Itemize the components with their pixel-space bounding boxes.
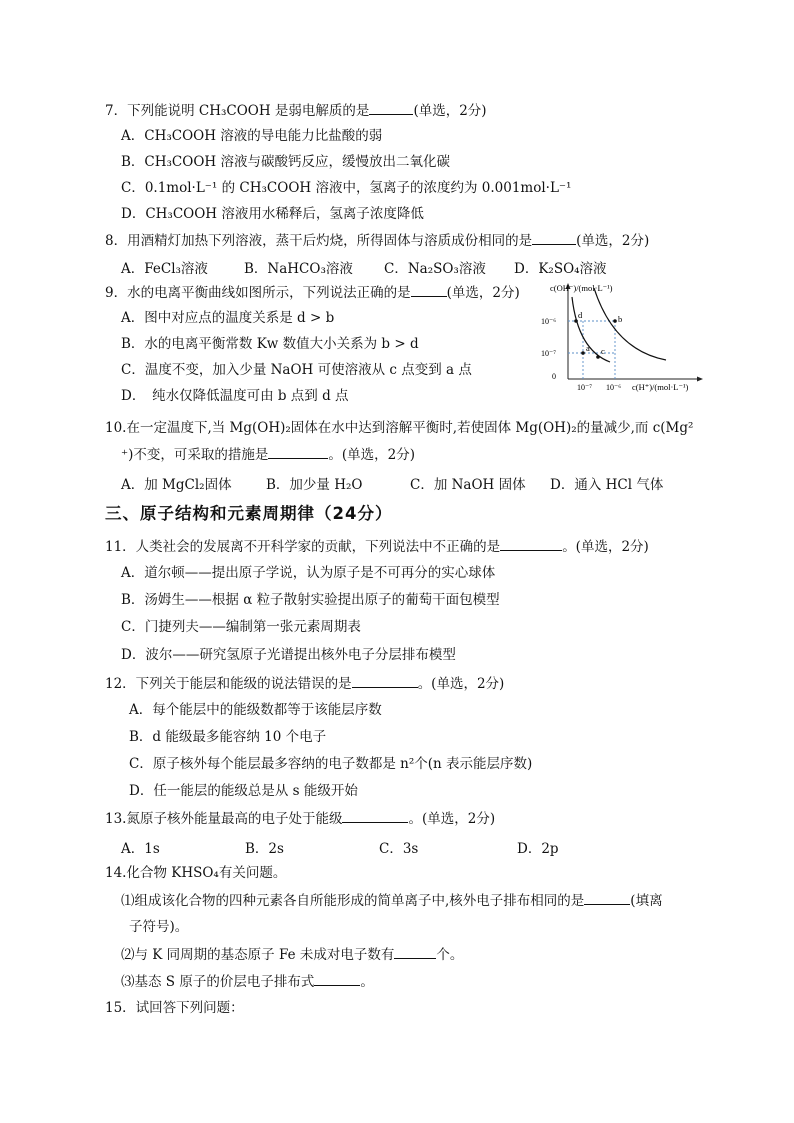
q12-option-d: D．任一能层的能级总是从 s 能级开始 xyxy=(129,783,358,799)
q8-option-b: B．NaHCO₃溶液 xyxy=(244,261,353,277)
q8-answer-blank[interactable] xyxy=(532,231,576,245)
q8-option-d: D．K₂SO₄溶液 xyxy=(514,261,607,277)
q12-answer-blank[interactable] xyxy=(352,674,418,688)
graph-origin-label: 0 xyxy=(552,372,556,381)
q10-stem-line2: ⁺)不变，可采取的措施是 。(单选，2分) xyxy=(121,447,416,463)
q11-option-a: A．道尔顿——提出原子学说，认为原子是不可再分的实心球体 xyxy=(121,565,496,581)
q11-option-d: D．波尔——研究氢原子光谱提出核外电子分层排布模型 xyxy=(121,647,456,663)
q14-stem: 14.化合物 KHSO₄有关问题。 xyxy=(105,865,287,881)
q8-option-c: C．Na₂SO₃溶液 xyxy=(384,261,486,277)
q14-part2-answer-blank[interactable] xyxy=(394,945,436,959)
q13-option-d: D．2p xyxy=(517,841,559,857)
q8-stem: 8．用酒精灯加热下列溶液，蒸干后灼烧，所得固体与溶质成份相同的是 (单选，2分) xyxy=(105,233,650,249)
point-d-label: d xyxy=(578,310,583,320)
q13-answer-blank[interactable] xyxy=(342,809,408,823)
graph-y-tick-high: 10⁻⁶ xyxy=(541,317,557,326)
point-c-marker xyxy=(596,355,600,359)
q7-option-b: B．CH₃COOH 溶液与碳酸钙反应，缓慢放出二氧化碳 xyxy=(121,154,450,170)
q14-part2: ⑵与 K 同周期的基态原子 Fe 未成对电子数有 个。 xyxy=(121,947,464,963)
section-3-title: 三、原子结构和元素周期律（24分） xyxy=(105,504,393,523)
graph-y-label: c(OH⁻)/(mol·L⁻¹) xyxy=(550,283,613,293)
point-c-label: c xyxy=(601,346,605,356)
q9-answer-blank[interactable] xyxy=(411,283,447,297)
q10-option-a: A．加 MgCl₂固体 xyxy=(121,477,232,493)
q13-option-a: A．1s xyxy=(121,841,160,857)
q9-option-b: B．水的电离平衡常数 Kw 数值大小关系为 b > d xyxy=(121,336,419,352)
q9-option-d: D． 纯水仅降低温度可由 b 点到 d 点 xyxy=(121,388,349,404)
q15-stem: 15．试回答下列问题： xyxy=(105,1000,244,1016)
q7-option-c: C．0.1mol·L⁻¹ 的 CH₃COOH 溶液中，氢离子的浓度约为 0.001mol·L⁻¹ xyxy=(121,180,572,196)
q11-option-c: C．门捷列夫——编制第一张元素周期表 xyxy=(121,619,361,635)
q12-option-c: C．原子核外每个能层最多容纳的电子数都是 n²个(n 表示能层序数) xyxy=(129,756,533,772)
q7-option-a: A．CH₃COOH 溶液的导电能力比盐酸的弱 xyxy=(121,128,383,144)
q13-option-c: C．3s xyxy=(379,841,419,857)
water-ionization-graph xyxy=(538,278,710,400)
q13-option-b: B．2s xyxy=(245,841,284,857)
q7-stem: 7．下列能说明 CH₃COOH 是弱电解质的是 (单选，2分) xyxy=(105,103,487,119)
q14-part3-answer-blank[interactable] xyxy=(314,972,360,986)
q14-part1: ⑴组成该化合物的四种元素各自所能形成的简单离子中,核外电子排布相同的是 (填离 xyxy=(121,893,663,909)
point-a-marker xyxy=(581,351,585,355)
point-a-label: a xyxy=(586,343,590,353)
q14-part3: ⑶基态 S 原子的价层电子排布式 。 xyxy=(121,974,374,990)
q11-answer-blank[interactable] xyxy=(500,537,562,551)
graph-x-axis-arrow xyxy=(697,377,703,382)
q8-option-a: A．FeCl₃溶液 xyxy=(121,261,208,277)
graph-x-tick-low: 10⁻⁷ xyxy=(577,383,593,392)
q10-option-c: C．加 NaOH 固体 xyxy=(410,477,526,493)
q14-part1-answer-blank[interactable] xyxy=(584,891,630,905)
q9-option-c: C．温度不变，加入少量 NaOH 可使溶液从 c 点变到 a 点 xyxy=(121,362,472,378)
q10-option-b: B．加少量 H₂O xyxy=(266,477,363,493)
q10-stem-line1: 10.在一定温度下,当 Mg(OH)₂固体在水中达到溶解平衡时,若使固体 Mg(OH)₂的量减少,而 c(Mg² xyxy=(105,420,694,436)
q10-option-d: D．通入 HCl 气体 xyxy=(550,477,664,493)
q11-stem: 11．人类社会的发展离不开科学家的贡献，下列说法中不正确的是 。(单选，2分) xyxy=(105,539,649,555)
point-b-label: b xyxy=(618,314,623,324)
q12-stem: 12．下列关于能层和能级的说法错误的是 。(单选，2分) xyxy=(105,676,505,692)
q13-stem: 13.氮原子核外能量最高的电子处于能级 。(单选，2分) xyxy=(105,811,496,827)
q7-answer-blank[interactable] xyxy=(369,101,413,115)
graph-x-label: c(H⁺)/(mol·L⁻¹) xyxy=(632,382,689,392)
q9-option-a: A．图中对应点的温度关系是 d > b xyxy=(121,310,335,326)
q10-answer-blank[interactable] xyxy=(268,445,328,459)
graph-y-tick-low: 10⁻⁷ xyxy=(541,349,557,358)
q12-option-a: A．每个能层中的能级数都等于该能层序数 xyxy=(129,702,382,718)
q7-option-d: D．CH₃COOH 溶液用水稀释后，氢离子浓度降低 xyxy=(121,206,424,222)
q14-part1-cont: 子符号)。 xyxy=(129,919,189,935)
q11-option-b: B．汤姆生——根据 α 粒子散射实验提出原子的葡萄干面包模型 xyxy=(121,592,500,608)
isotherm-high-temp xyxy=(594,288,666,360)
point-b-marker xyxy=(613,319,617,323)
q12-option-b: B．d 能级最多能容纳 10 个电子 xyxy=(129,729,327,745)
q9-stem: 9．水的电离平衡曲线如图所示，下列说法正确的是 (单选，2分) xyxy=(105,285,520,301)
graph-x-tick-high: 10⁻⁶ xyxy=(606,383,622,392)
